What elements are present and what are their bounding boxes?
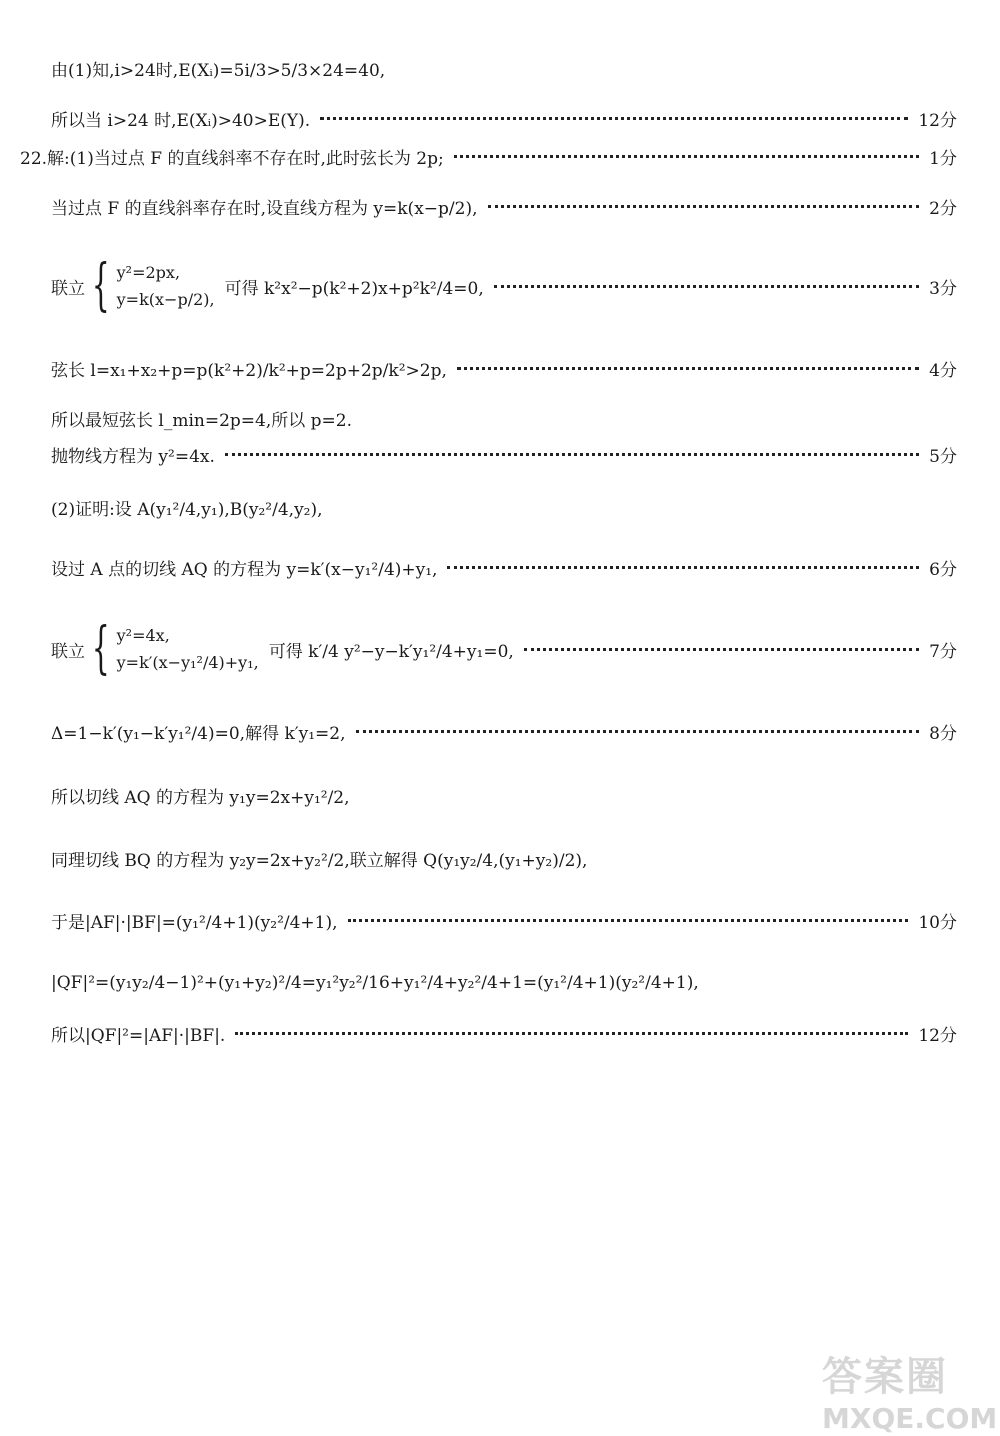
- score-label: 5分: [929, 446, 957, 467]
- dotted-leader: [457, 367, 919, 370]
- solution-line: [51, 398, 957, 438]
- dotted-leader: [320, 117, 908, 120]
- line-text: 所以当 i>24 时,E(Xᵢ)>40>E(Y).: [51, 110, 311, 131]
- line-text: 当过点 F 的直线斜率存在时,设直线方程为 y=k(x−p/2),: [51, 198, 478, 219]
- line-text: 联立: [51, 278, 85, 299]
- line-text: 于是|AF|·|BF|=(y₁²/4+1)(y₂²/4+1),: [51, 912, 338, 933]
- solution-line: [51, 434, 957, 474]
- solution-line: [51, 963, 957, 1003]
- line-text: 所以|QF|²=|AF|·|BF|.: [51, 1025, 226, 1046]
- line-text-after: 可得 k²x²−p(k²+2)x+p²k²/4=0,: [224, 278, 484, 299]
- line-text-after: 可得 k′/4 y²−y−k′y₁²/4+y₁=0,: [268, 641, 514, 662]
- line-content: [51, 616, 514, 681]
- solution-line: [51, 487, 957, 527]
- line-text: (2)证明:设 A(y₁²/4,y₁),B(y₂²/4,y₂),: [51, 499, 323, 520]
- solution-line: [51, 547, 957, 587]
- system-row: y=k′(x−y₁²/4)+y₁,: [116, 653, 259, 672]
- line-text: 同理切线 BQ 的方程为 y₂y=2x+y₂²/2,联立解得 Q(y₁y₂/4,(y₁+y₂)/2),: [51, 850, 588, 871]
- score-label: 2分: [929, 198, 957, 219]
- dotted-leader: [524, 648, 919, 651]
- solution-line: [51, 186, 957, 226]
- solution-line: [51, 900, 957, 940]
- line-text: 由(1)知,i>24时,E(Xᵢ)=5i/3>5/3×24=40,: [51, 60, 386, 81]
- dotted-leader: [348, 919, 909, 922]
- system-row: y²=4x,: [116, 626, 170, 645]
- solution-line: [51, 1013, 957, 1053]
- equation-system: [85, 616, 259, 681]
- solution-line: [20, 136, 957, 176]
- watermark-url: MXQE.COM: [822, 1402, 998, 1435]
- solution-line: [51, 711, 957, 751]
- dotted-leader: [488, 205, 920, 208]
- brace-icon: {: [91, 616, 110, 681]
- score-label: 8分: [929, 723, 957, 744]
- dotted-leader: [225, 453, 919, 456]
- line-text: 22.解:(1)当过点 F 的直线斜率不存在时,此时弦长为 2p;: [20, 148, 444, 169]
- score-label: 1分: [929, 148, 957, 169]
- line-text: 抛物线方程为 y²=4x.: [51, 446, 215, 467]
- solution-line: [51, 348, 957, 388]
- line-content: [51, 253, 484, 318]
- watermark: [822, 1345, 998, 1435]
- line-text: 弦长 l=x₁+x₂+p=p(k²+2)/k²+p=2p+2p/k²>2p,: [51, 360, 447, 381]
- solution-line: [51, 838, 957, 878]
- solution-line: [51, 253, 957, 318]
- score-label: 6分: [929, 559, 957, 580]
- dotted-leader: [494, 285, 919, 288]
- dotted-leader: [447, 566, 919, 569]
- solution-line: [51, 48, 957, 88]
- score-label: 10分: [918, 912, 957, 933]
- line-text: 所以切线 AQ 的方程为 y₁y=2x+y₁²/2,: [51, 787, 350, 808]
- score-label: 12分: [918, 110, 957, 131]
- system-row: y=k(x−p/2),: [116, 290, 215, 309]
- line-text: 所以最短弦长 l_min=2p=4,所以 p=2.: [51, 410, 353, 431]
- solution-line: [51, 98, 957, 138]
- line-text: |QF|²=(y₁y₂/4−1)²+(y₁+y₂)²/4=y₁²y₂²/16+y₁²/4+y₂²/4+1=(y₁²/4+1)(y₂²/4+1),: [51, 973, 699, 993]
- dotted-leader: [235, 1032, 908, 1035]
- system-row: y²=2px,: [116, 263, 181, 282]
- line-text: 设过 A 点的切线 AQ 的方程为 y=k′(x−y₁²/4)+y₁,: [51, 559, 438, 580]
- score-label: 3分: [929, 278, 957, 299]
- solution-line: [51, 616, 957, 681]
- score-label: 7分: [929, 641, 957, 662]
- score-label: 12分: [918, 1025, 957, 1046]
- line-text: 联立: [51, 641, 85, 662]
- equation-system: [85, 253, 215, 318]
- score-label: 4分: [929, 360, 957, 381]
- watermark-logo: 答案圈: [822, 1354, 948, 1400]
- line-text: Δ=1−k′(y₁−k′y₁²/4)=0,解得 k′y₁=2,: [51, 723, 346, 744]
- solution-line: [51, 775, 957, 815]
- dotted-leader: [356, 730, 920, 733]
- dotted-leader: [454, 155, 919, 158]
- brace-icon: {: [91, 253, 110, 318]
